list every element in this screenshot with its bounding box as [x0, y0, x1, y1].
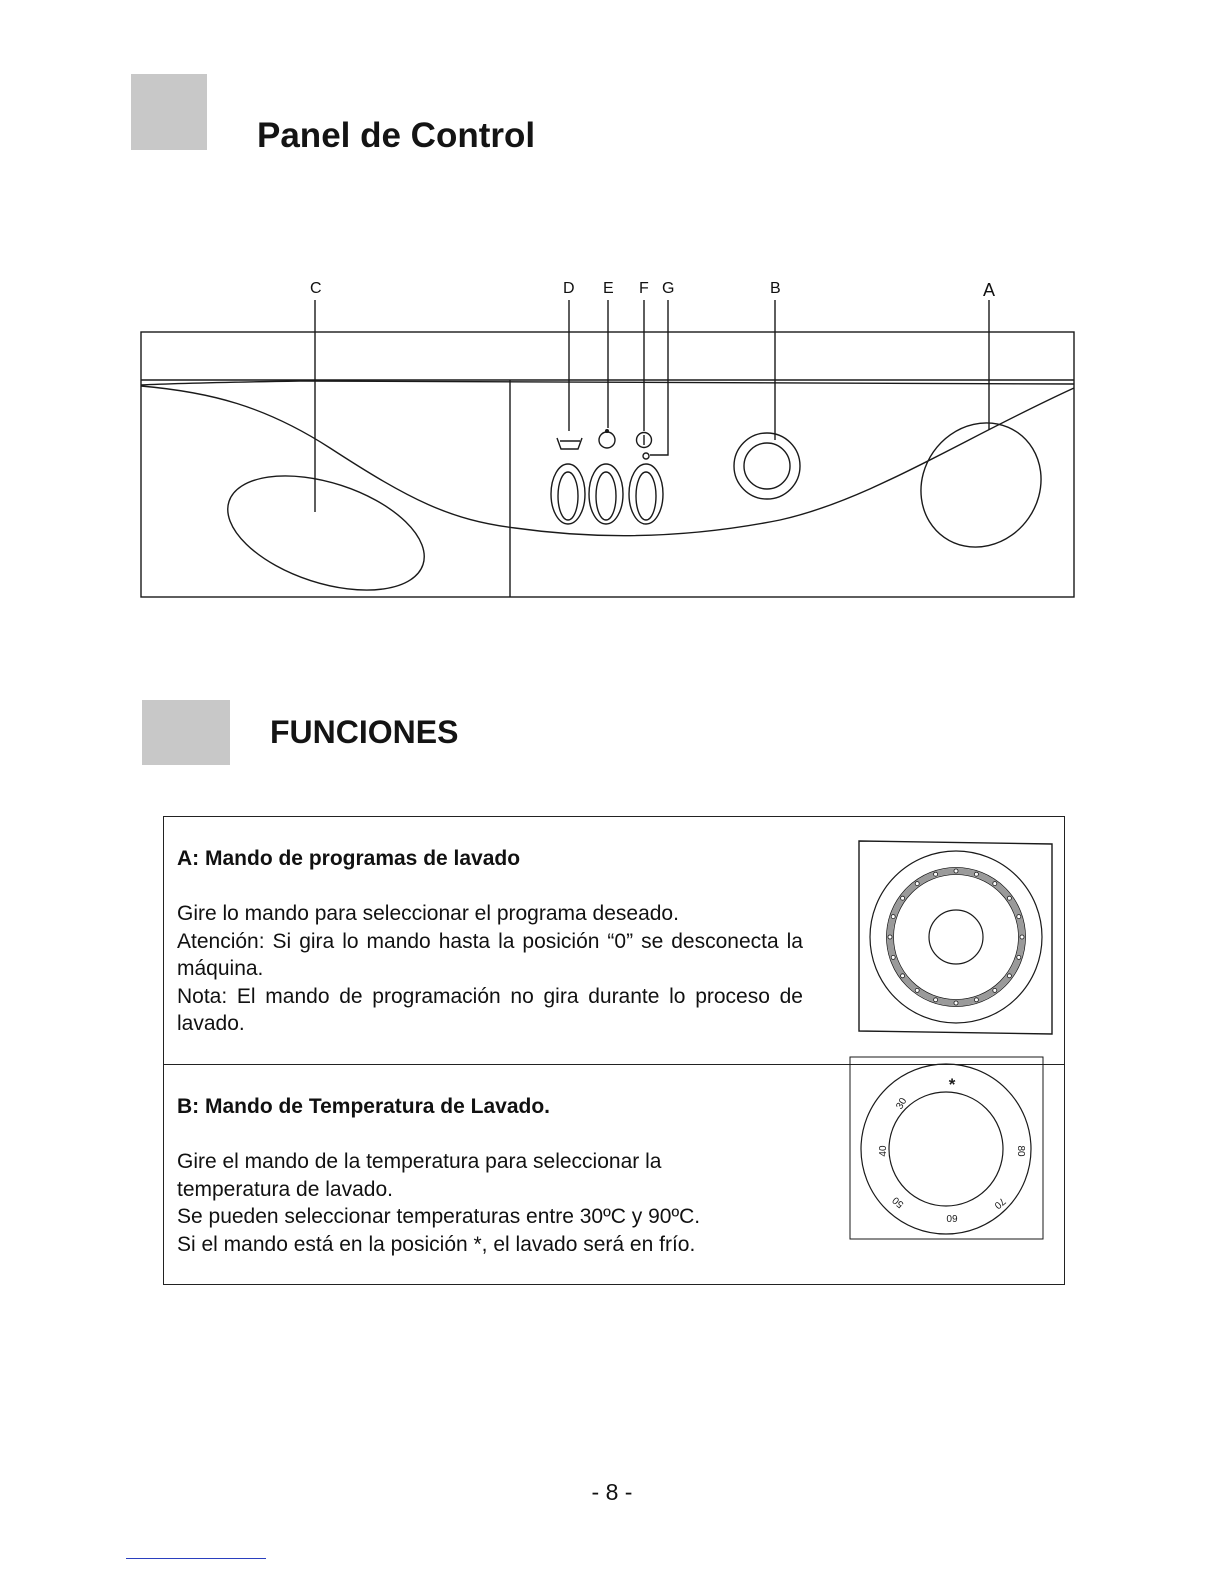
- function-b-line-2: Se pueden seleccionar temperaturas entre 30ºC y 90ºC.: [177, 1205, 701, 1228]
- temp-label-70: 70: [991, 1195, 1008, 1211]
- program-dial-mark: [1017, 955, 1021, 959]
- temp-label-40: 40: [878, 1145, 889, 1157]
- program-dial-mark: [934, 872, 938, 876]
- function-b-text: [177, 1148, 817, 1258]
- detergent-drawer: [214, 454, 439, 612]
- temperature-knob-inner: [744, 443, 790, 489]
- program-dial-mark: [974, 872, 978, 876]
- program-dial-mark: [901, 974, 905, 978]
- leader-g: [650, 300, 668, 455]
- function-b-line-3: Si el mando está en la posición *, el lavado será en frío.: [177, 1232, 696, 1256]
- button-e-inner: [596, 472, 616, 520]
- spin-symbol-icon: [599, 432, 615, 448]
- program-dial-outer-ring: [870, 851, 1042, 1023]
- program-dial-figure: [855, 838, 1057, 1038]
- temp-label-50: 50: [890, 1194, 907, 1210]
- control-panel-diagram: [0, 0, 1224, 640]
- button-d-inner: [558, 472, 578, 520]
- temp-label-80: 80: [1015, 1145, 1026, 1157]
- callout-f: F: [639, 280, 649, 297]
- section-marker-funciones: [142, 700, 230, 765]
- program-dial-mark: [993, 988, 997, 992]
- program-dial-mark: [891, 915, 895, 919]
- program-dial-mark: [1007, 974, 1011, 978]
- funciones-title: FUNCIONES: [270, 714, 459, 750]
- function-a-title: A: Mando de programas de lavado: [177, 847, 521, 870]
- callout-g: G: [662, 280, 675, 297]
- button-d: [551, 464, 585, 524]
- program-dial-mark: [888, 935, 892, 939]
- callout-e: E: [603, 280, 614, 297]
- panel-title: Panel de Control: [257, 116, 536, 155]
- program-dial-mark: [1007, 896, 1011, 900]
- function-b-line-1: Gire el mando de la temperatura para seleccionar la temperatura de lavado.: [177, 1150, 662, 1201]
- program-dial-mark: [993, 882, 997, 886]
- program-dial-mark: [954, 869, 958, 873]
- page-number: - 8 -: [591, 1479, 633, 1505]
- program-dial-scale-band: [890, 871, 1022, 1003]
- program-dial-mark: [915, 988, 919, 992]
- temp-label-30: 30: [894, 1096, 910, 1112]
- function-b-title: B: Mando de Temperatura de Lavado.: [177, 1095, 551, 1118]
- program-dial-knob: [929, 910, 983, 964]
- temperature-dial-figure: [846, 1053, 1048, 1243]
- button-f: [629, 464, 663, 524]
- function-a-line-3: Nota: El mando de programación no gira durante lo proceso de lavado.: [177, 984, 803, 1035]
- temperature-dial-inner: [889, 1092, 1003, 1206]
- program-dial-mark: [1017, 915, 1021, 919]
- button-f-inner: [636, 472, 656, 520]
- program-dial-mark: [974, 998, 978, 1002]
- footer-rule: [126, 1558, 266, 1559]
- function-a-line-1: Gire lo mando para seleccionar el programa deseado.: [177, 902, 679, 925]
- program-dial-mark: [891, 955, 895, 959]
- callout-b: B: [770, 280, 781, 297]
- program-dial-mark: [901, 896, 905, 900]
- program-dial-mark: [934, 998, 938, 1002]
- program-dial-scale-edge-inner: [894, 875, 1019, 1000]
- prewash-symbol-icon: [557, 438, 582, 449]
- power-led: [643, 453, 649, 459]
- program-dial-mark: [915, 882, 919, 886]
- program-knob: [897, 399, 1065, 570]
- button-e: [589, 464, 623, 524]
- callout-a: A: [983, 280, 996, 300]
- callout-c: C: [310, 280, 322, 297]
- program-dial-mark: [954, 1001, 958, 1005]
- function-a-line-2: Atención: Si gira lo mando hasta la posición “0” se desconecta la máquina.: [177, 929, 803, 980]
- temp-label-60: 60: [946, 1212, 958, 1223]
- function-a-text: [177, 900, 803, 1038]
- temp-label-cold: *: [948, 1075, 956, 1094]
- callout-d: D: [563, 280, 575, 297]
- program-dial-mark: [1020, 935, 1024, 939]
